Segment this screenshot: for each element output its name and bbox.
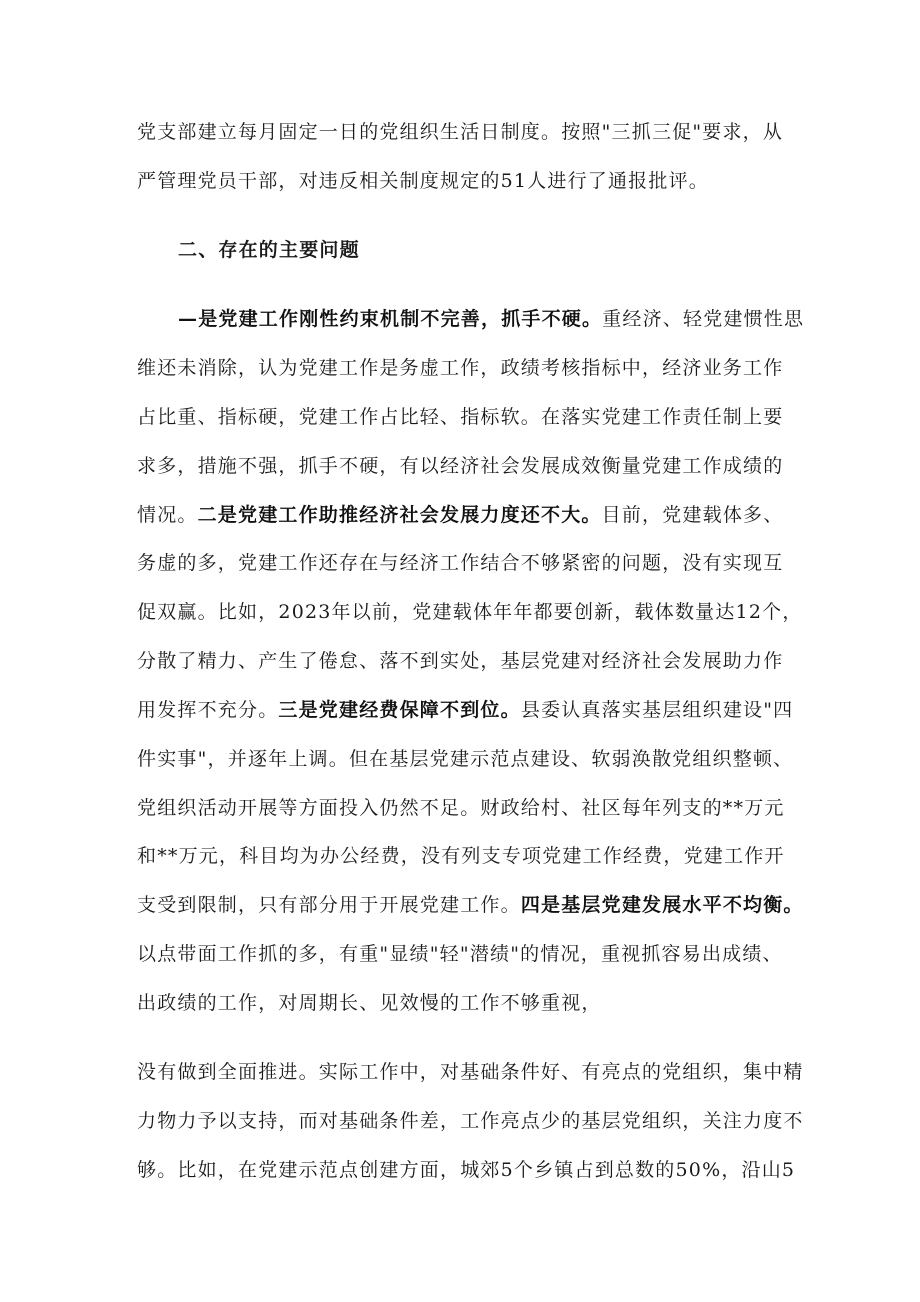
body-line-5: [137, 502, 783, 528]
point-three-heading: 三是党建经费保障不到位。: [278, 699, 521, 721]
body-line-13: [137, 892, 804, 918]
body-line-8: 分散了精力、产生了倦怠、落不到实处，基层党建对经济社会发展助力作: [137, 650, 784, 672]
body-line-6: 务虚的多，党建工作还存在与经济工作结合不够紧密的问题，没有实现互: [137, 552, 784, 574]
body-line-15: 出政绩的工作，对周期长、见效慢的工作不够重视，: [137, 992, 602, 1014]
body-text: 县委认真落实基层组织建设"四: [520, 699, 794, 721]
body-line-10: 件实事"，并逐年上调。但在基层党建示范点建设、软弱涣散党组织整顿、: [137, 748, 794, 770]
point-one-heading: —是党建工作刚性约束机制不完善，抓手不硬。: [178, 308, 603, 330]
body-text: 目前，党建载体多、: [601, 504, 784, 526]
body-text: 重经济、轻党建惯性思: [602, 308, 805, 330]
section-heading: 二、存在的主要问题: [178, 239, 360, 261]
body-line-12: 和**万元，科目均为办公经费，没有列支专项党建工作经费，党建工作开: [137, 845, 785, 867]
body-line-2: 维还未消除，认为党建工作是务虚工作，政绩考核指标中，经济业务工作: [137, 357, 784, 379]
intro-line-1: 党支部建立每月固定一日的党组织生活日制度。按照"三抓三促"要求，从: [137, 121, 784, 143]
body-line-4: 求多，措施不强，抓手不硬，有以经济社会发展成效衡量党建工作成绩的: [137, 455, 784, 477]
body-text: 用发挥不充分。: [137, 699, 279, 721]
point-two-heading: 二是党建工作助推经济社会发展力度还不大。: [197, 504, 602, 526]
body-text: 情况。: [137, 504, 198, 526]
continuation-line-3: 够。比如，在党建示范点创建方面，城郊5个乡镇占到总数的50%，沿山5: [137, 1159, 796, 1181]
continuation-line-1: 没有做到全面推进。实际工作中，对基础条件好、有亮点的党组织，集中精: [137, 1061, 804, 1083]
body-line-14: 以点带面工作抓的多，有重"显绩"轻"潜绩"的情况，重视抓容易出成绩、: [137, 943, 783, 965]
body-text: 支受到限制，只有部分用于开展党建工作。: [137, 894, 521, 916]
body-line-9: [137, 697, 793, 723]
intro-line-2: 严管理党员干部，对违反相关制度规定的51人进行了通报批评。: [137, 170, 709, 192]
point-four-heading: 四是基层党建发展水平不均衡。: [520, 894, 804, 916]
body-line-11: 党组织活动开展等方面投入仍然不足。财政给村、社区每年列支的**万元: [137, 797, 785, 819]
body-line-3: 占比重、指标硬，党建工作占比轻、指标软。在落实党建工作责任制上要: [137, 406, 784, 428]
continuation-line-2: 力物力予以支持，而对基础条件差，工作亮点少的基层党组织，关注力度不: [137, 1110, 804, 1132]
body-line-7: 促双赢。比如，2023年以前，党建载体年年都要创新，载体数量达12个，: [137, 601, 803, 623]
body-line-1: [178, 306, 804, 332]
